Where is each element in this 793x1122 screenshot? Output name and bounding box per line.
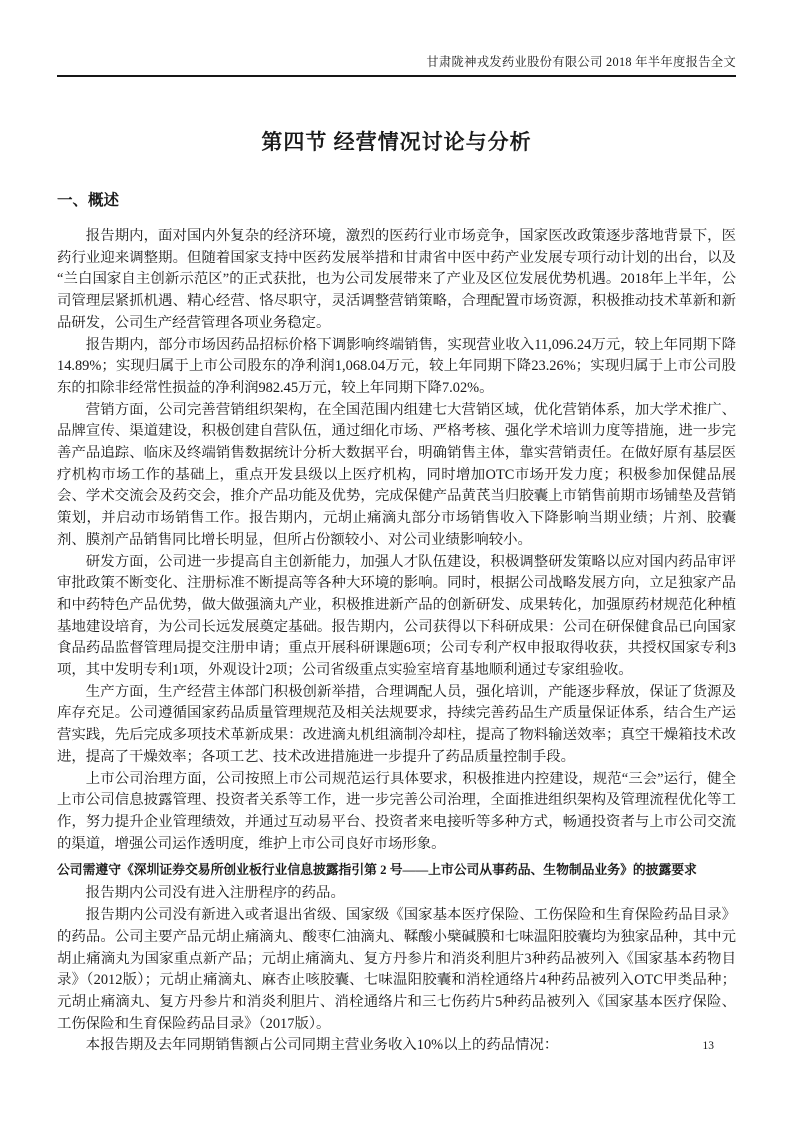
- body-paragraph: 生产方面，生产经营主体部门积极创新举措，合理调配人员，强化培训，产能逐步释放，保证了货源及库存充足。公司遵循国家药品质量管理规范及相关法规要求，持续完善药品生产质量保证体系，结合生产运营实践，先后完成多项技术革新成果：改进滴丸机组滴制冷却柱，提高了物料输送效率；真空干燥箱技术改进，提高了干燥效率；各项工艺、技术改进措施进一步提升了药品质量控制手段。: [57, 683, 736, 765]
- header-rule: [57, 75, 736, 77]
- body-paragraph: 营销方面，公司完善营销组织架构，在全国范围内组建七大营销区域，优化营销体系，加大学术推广、品牌宣传、渠道建设，积极创建自营队伍，通过细化市场、严格考核、强化学术培训力度等措施，进一步完善产品追踪、临床及终端销售数据统计分析大数据平台，明确销售主体，靠实营销责任。在做好原有基层医疗机构市场工作的基础上，重点开发县级以上医疗机构，同时增加OTC市场开发力度；积极参加保健品展会、学术交流会及药交会，推介产品功能及优势，完成保健产品黄芪当归胶囊上市销售前期市场铺垫及营销策划，并启动市场销售工作。报告期内，元胡止痛滴丸部分市场销售收入下降影响当期业绩；片剂、胶囊剂、膜剂产品销售同比增长明显，但所占份额较小、对公司业绩影响较小。: [57, 401, 736, 548]
- body-paragraph: 报告期内公司没有新进入或者退出省级、国家级《国家基本医疗保险、工伤保险和生育保险药品目录》的药品。公司主要产品元胡止痛滴丸、酸枣仁油滴丸、鞣酸小檗碱膜和七味温阳胶囊均为独家品种，其中元胡止痛滴丸为国家重点新产品；元胡止痛滴丸、复方丹参片和消炎利胆片3种药品被列入《国家基本药物目录》（2012版）；元胡止痛滴丸、麻杏止咳胶囊、七味温阳胶囊和消栓通络片4种药品被列入OTC甲类品种；元胡止痛滴丸、复方丹参片和消炎利胆片、消栓通络片和三七伤药片5种药品被列入《国家基本医疗保险、工伤保险和生育保险药品目录》（2017版）。: [57, 907, 736, 1032]
- body-paragraph: 报告期内公司没有进入注册程序的药品。: [85, 885, 345, 902]
- body-paragraph: 报告期内，部分市场因药品招标价格下调影响终端销售，实现营业收入11,096.24万元，较上年同期下降14.89%；实现归属于上市公司股东的净利润1,068.04万元，较上年同期下降23.26%；实现归属于上市公司股东的扣除非经常性损益的净利润982.45万元，较上年同期下降7.02%。: [57, 336, 736, 396]
- page-number: 13: [702, 1040, 714, 1052]
- disclosure-requirement-note: 公司需遵守《深圳证券交易所创业板行业信息披露指引第 2 号——上市公司从事药品、生物制品业务》的披露要求: [57, 863, 697, 878]
- body-paragraph: 上市公司治理方面，公司按照上市公司规范运行具体要求，积极推进内控建设，规范“三会”运行，健全上市公司信息披露管理、投资者关系等工作，进一步完善公司治理，全面推进组织架构及管理流程优化等工作，努力提升企业管理绩效，并通过互动易平台、投资者来电接听等多种方式，畅通投资者与上市公司交流的渠道，增强公司运作透明度，维护上市公司良好市场形象。: [57, 770, 736, 852]
- section-heading-overview: 一、概述: [57, 192, 120, 209]
- body-paragraph: 报告期内，面对国内外复杂的经济环境，激烈的医药行业市场竞争，国家医改政策逐步落地背景下，医药行业迎来调整期。但随着国家支持中医药发展举措和甘肃省中医中药产业发展专项行动计划的出台，以及“兰白国家自主创新示范区”的正式获批，也为公司发展带来了产业及区位发展优势机遇。2018年上半年，公司管理层紧抓机遇、精心经营、恪尽职守，灵活调整营销策略，合理配置市场资源，积极推动技术革新和新品研发，公司生产经营管理各项业务稳定。: [57, 228, 736, 331]
- body-paragraph: 研发方面，公司进一步提高自主创新能力，加强人才队伍建设，积极调整研发策略以应对国内药品审评审批政策不断变化、注册标准不断提高等各种大环境的影响。同时，根据公司战略发展方向，立足独家产品和中药特色产品优势，做大做强滴丸产业，积极推进新产品的创新研发、成果转化，加强原药材规范化种植基地建设培育，为公司长远发展奠定基础。报告期内，公司获得以下科研成果：公司在研保健食品已向国家食品药品监督管理局提交注册申请；重点开展科研课题6项；公司专利产权申报取得收获，共授权国家专利3项，其中发明专利1项，外观设计2项；公司省级重点实验室培育基地顺利通过专家组验收。: [57, 553, 736, 679]
- body-paragraph: 本报告期及去年同期销售额占公司同期主营业务收入10%以上的药品情况：: [85, 1037, 559, 1054]
- page-header-text: 甘肃陇神戎发药业股份有限公司 2018 年半年度报告全文: [426, 55, 736, 69]
- chapter-title: 第四节 经营情况讨论与分析: [261, 130, 532, 154]
- body-text: [57, 226, 736, 1057]
